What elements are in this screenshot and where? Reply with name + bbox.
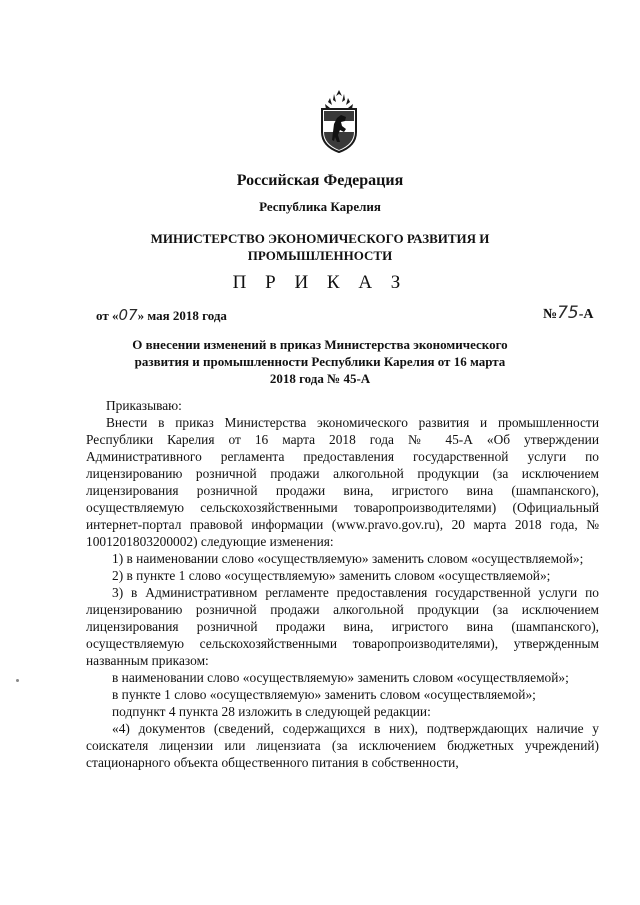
republic-heading: Республика Карелия <box>259 199 381 214</box>
ministry-name: МИНИСТЕРСТВО ЭКОНОМИЧЕСКОГО РАЗВИТИЯ И ПРОМЫШЛЕННОСТИ <box>150 231 490 263</box>
number-suffix: -А <box>578 307 594 322</box>
body-paragraph: 1) в наименовании слово «осуществляемую» заменить словом «осуществляемой»; <box>112 551 584 566</box>
scan-speck <box>16 679 19 682</box>
number-handwritten: 75 <box>557 303 579 323</box>
body-paragraph: 3) в Административном регламенте предоставления государственной услуги по лицензированию розничной продажи алкогольной продукции (за исключением лицензирования розничной продажи вина, игристого вина (шампанского), осуществляемую сельскохозяйственными товаропроизводителями), утвержденным названным приказом: <box>86 585 599 668</box>
body-paragraph: Приказываю: <box>106 398 182 413</box>
body-paragraph: в пункте 1 слово «осуществляемую» заменить словом «осуществляемой»; <box>112 687 536 702</box>
body-paragraph: 2) в пункте 1 слово «осуществляемую» заменить словом «осуществляемой»; <box>112 568 551 583</box>
body-paragraph: «4) документов (сведений, содержащихся в них), подтверждающих наличие у соискателя лицензии или лицензиата (за исключением бюджетных учреждений) стационарного объекта общественного питания в собственности, <box>86 721 599 770</box>
body-paragraph: в наименовании слово «осуществляемую» заменить словом «осуществляемой»; <box>112 670 569 685</box>
subject-text: О внесении изменений в приказ Министерства экономического развития и промышленности Республики Карелия от 16 марта 2018 года № 45-А <box>132 337 508 386</box>
date-prefix: от « <box>96 308 119 323</box>
order-subject <box>0 336 640 387</box>
body-paragraph: подпункт 4 пункта 28 изложить в следующей редакции: <box>112 704 431 719</box>
order-date <box>96 306 227 324</box>
body-paragraph: Внести в приказ Министерства экономического развития и промышленности Республики Карелия от 16 марта 2018 года № 45-А «Об утверждении Административного регламента предоставления государственной услуги по лицензированию розничной продажи алкогольной продукции (за исключением лицензирования розничной продажи вина, игристого вина (шампанского), осуществляемую сельскохозяйственными товаропроизводителями) (Официальный интернет-портал правовой информации (www.pravo.gov.ru), 20 марта 2018 года, № 1001201803200002) следующие изменения: <box>86 415 599 549</box>
document-type-heading: П Р И К А З <box>232 272 408 293</box>
order-body <box>86 397 599 771</box>
date-day-handwritten: 07 <box>118 306 138 324</box>
karelia-coat-of-arms-icon <box>316 88 362 154</box>
country-heading: Российская Федерация <box>236 172 404 189</box>
order-number <box>543 303 594 323</box>
number-sign: № <box>543 307 558 322</box>
ministry-heading <box>0 230 640 264</box>
date-suffix: » мая 2018 года <box>137 308 227 323</box>
